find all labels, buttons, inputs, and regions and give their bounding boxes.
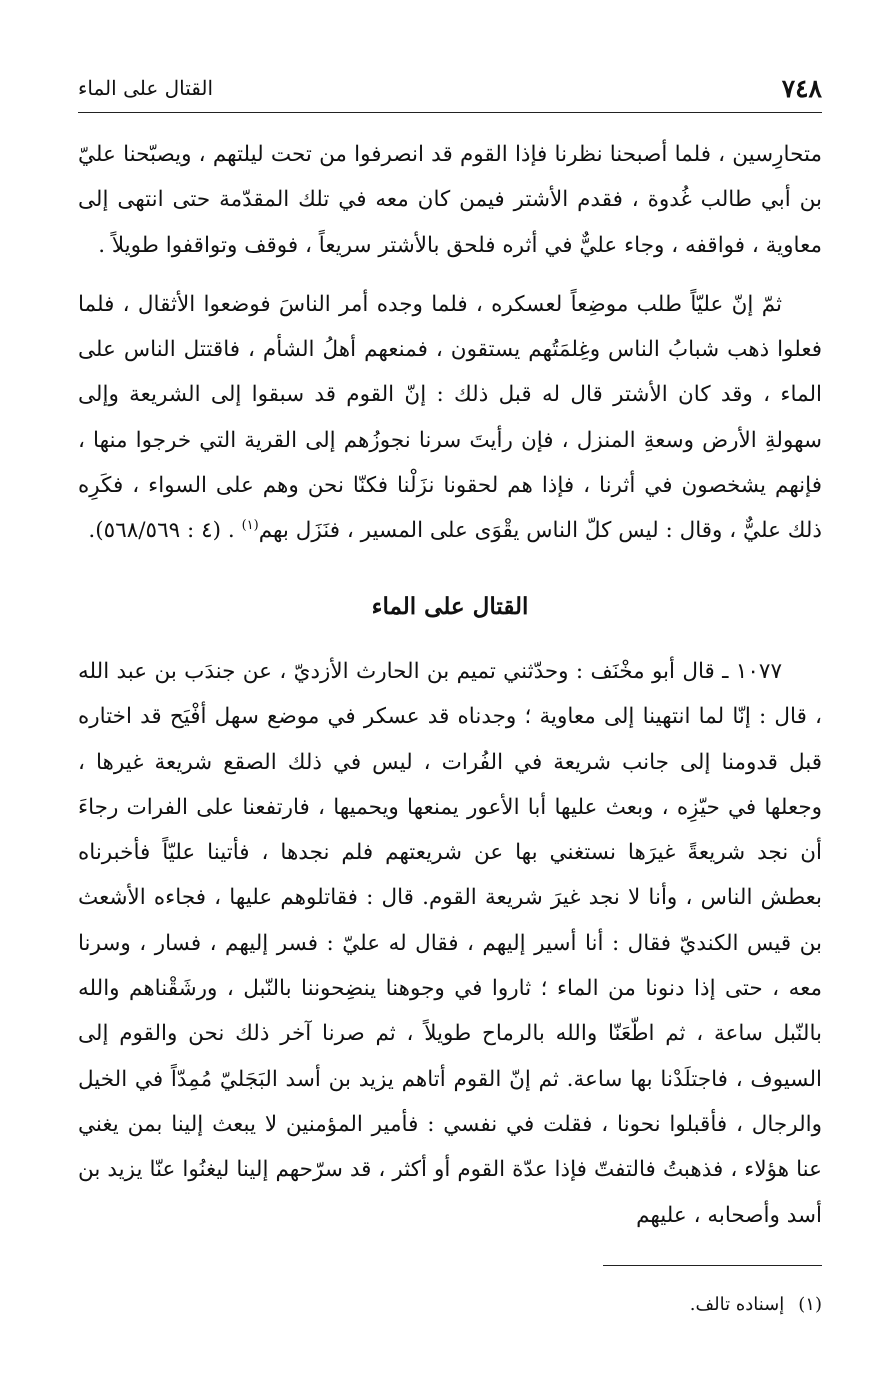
- running-title: القتال على الماء: [78, 76, 214, 100]
- page-number: ٧٤٨: [781, 74, 822, 103]
- page-header: [78, 72, 822, 113]
- paragraph-2-text: ثمّ إنّ عليّاً طلب موضِعاً لعسكره ، فلما وجده أمر الناسَ فوضعوا الأثقال ، فلما فعلوا ذهب شبابُ الناس وغِلمَتُهم يستقون ، فمنعهم أهلُ الشأم ، فاقتتل الناس على الماء ، وقد كان الأشتر قال له قبل ذلك : إنّ القوم قد سبقوا إلى الشريعة وإلى سهولةِ الأرض وسعةِ المنزل ، فإن رأيتَ سرنا نجوزُهم إلى القرية التي خرجوا منها ، فإنهم يشخصون في أثرنا ، فإذا هم لحقونا نزَلْنا فكنّا نحن وهم على السواء ، فكَرِه ذلك عليٌّ ، وقال : ليس كلّ الناس يقْوَى على المسير ، فنَزَل بهم: [78, 291, 822, 544]
- footnote-number: (١): [798, 1294, 822, 1315]
- footnote-text: إسناده تالف.: [689, 1294, 785, 1315]
- footnote-divider: [603, 1265, 822, 1266]
- main-text: [78, 132, 822, 1238]
- paragraph-3: ١٠٧٧ ـ قال أبو مخْنَف : وحدّثني تميم بن الحارث الأزديّ ، عن جندَب بن عبد الله ، قال : إنّا لما انتهينا إلى معاوية ؛ وجدناه قد عسكر في موضع سهل أفْيَح قد اختاره قبل قدومنا إلى جانب شريعة في الفُرات ، ليس في ذلك الصقع شريعة غيرها ، وجعلها في حيّزِه ، وبعث عليها أبا الأعور يمنعها ويحميها ، فارتفعنا على الفرات رجاءَ أن نجد شريعةً غيرَها نستغني بها عن شريعتهم فلم نجدها ، فأتينا عليّاً فأخبرناه بعطش الناس ، وأنا لا نجد غيرَ شريعة القوم. قال : فقاتلوهم عليها ، فجاءه الأشعث بن قيس الكنديّ فقال : أنا أسير إليهم ، فقال له عليّ : فسر إليهم ، فسار ، وسرنا معه ، حتى إذا دنونا من الماء ؛ ثاروا في وجوهنا ينضِحوننا بالنّبل ، ورشَقْناهم والله بالنّبل ساعة ، ثم اطّعَنّا والله بالرماح طويلاً ، ثم صرنا آخر ذلك نحن والقوم إلى السيوف ، فاجتلَدْنا بها ساعة. ثم إنّ القوم أتاهم يزيد بن أسد البَجَليّ مُمِدّاً في الخيل والرجال ، فأقبلوا نحونا ، فقلت في نفسي : فأمير المؤمنين لا يبعث إلينا بمن يغني عنا هؤلاء ، فذهبتُ فالتفتّ فإذا عدّة القوم أو أكثر ، قد سرّحهم إلينا ليغنُوا عنّا يزيد بن أسد وأصحابه ، عليهم: [78, 658, 822, 1228]
- section-heading: القتال على الماء: [371, 592, 529, 620]
- paragraph-2: [78, 282, 822, 554]
- footnote-reference: (١): [241, 518, 259, 534]
- paragraph-2-citation: . (٤ : ٥٦٨/٥٦٩).: [88, 518, 242, 544]
- paragraph-1: متحارِسين ، فلما أصبحنا نظرنا فإذا القوم قد انصرفوا من تحت ليلتهم ، ويصبّحنا عليّ بن أبي طالب غُدوة ، فقدم الأشتر فيمن كان معه في تلك المقدّمة حتى انتهى إلى معاوية ، فواقفه ، وجاء عليٌّ في أثره فلحق بالأشتر سريعاً ، فوقف وتواقفوا طويلاً .: [78, 142, 822, 258]
- footnote: [78, 1290, 822, 1320]
